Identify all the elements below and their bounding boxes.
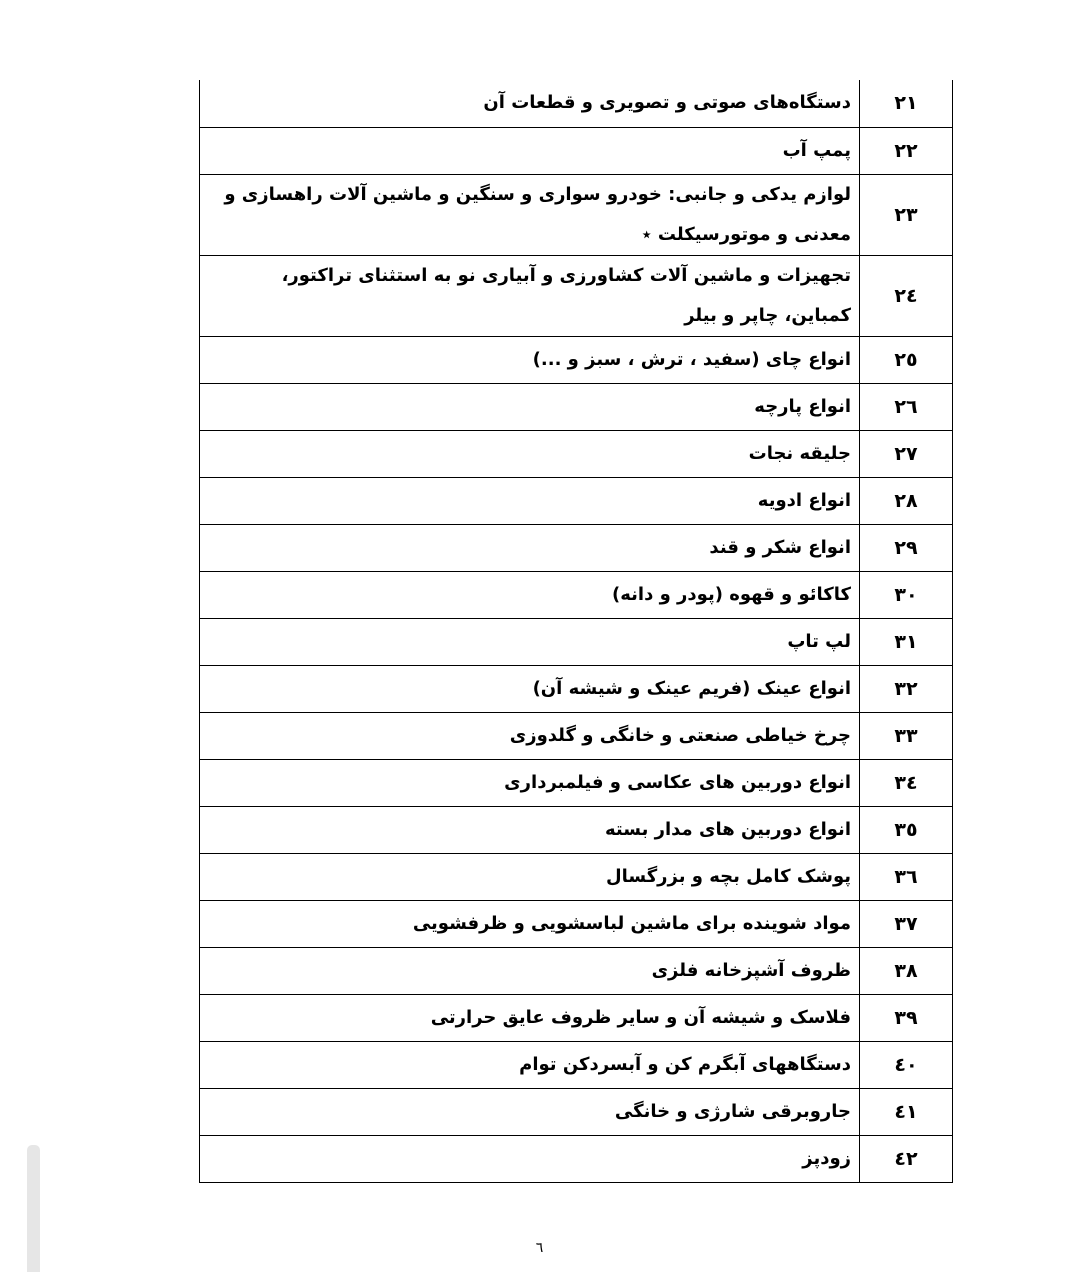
row-number: ۲٦ — [860, 383, 953, 430]
row-number: ۳۷ — [860, 900, 953, 947]
row-text: لوازم یدکی و جانبی: خودرو سواری و سنگین و ماشین آلات راهسازی و معدنی و موتورسیکلت ٭ — [200, 174, 860, 255]
row-text: چرخ خیاطی صنعتی و خانگی و گلدوزی — [200, 712, 860, 759]
row-text: انواع ادویه — [200, 477, 860, 524]
table-row — [200, 806, 953, 853]
row-text: دستگاههای آبگرم کن و آبسردکن توام — [200, 1041, 860, 1088]
row-text: کاکائو و قهوه (پودر و دانه) — [200, 571, 860, 618]
row-number: ۲۸ — [860, 477, 953, 524]
row-text: انواع عینک (فریم عینک و شیشه آن) — [200, 665, 860, 712]
row-number: ۲۲ — [860, 127, 953, 174]
table-row — [200, 759, 953, 806]
row-text: پمپ آب — [200, 127, 860, 174]
row-text: لپ تاپ — [200, 618, 860, 665]
row-number: ۳۲ — [860, 665, 953, 712]
table-row — [200, 571, 953, 618]
row-text: انواع دوربین های مدار بسته — [200, 806, 860, 853]
row-text: انواع چای (سفید ، ترش ، سبز و ...) — [200, 336, 860, 383]
row-text: جاروبرقی شارژی و خانگی — [200, 1088, 860, 1135]
table-row — [200, 665, 953, 712]
table-row — [200, 712, 953, 759]
row-number: ۲۱ — [860, 80, 953, 127]
row-text: زودپز — [200, 1135, 860, 1182]
table-row — [200, 524, 953, 571]
table-row — [200, 900, 953, 947]
row-number: ۲۷ — [860, 430, 953, 477]
table-row — [200, 255, 953, 336]
row-text: انواع دوربین های عکاسی و فیلمبرداری — [200, 759, 860, 806]
row-text: ظروف آشپزخانه فلزی — [200, 947, 860, 994]
table-row — [200, 477, 953, 524]
row-number: ۳۹ — [860, 994, 953, 1041]
row-number: ۳۸ — [860, 947, 953, 994]
row-number: ۳٥ — [860, 806, 953, 853]
table-row — [200, 174, 953, 255]
table-row — [200, 994, 953, 1041]
row-number: ۳٤ — [860, 759, 953, 806]
row-text: دستگاه‌های صوتی و تصویری و قطعات آن — [200, 80, 860, 127]
table-row — [200, 430, 953, 477]
row-text: پوشک کامل بچه و بزرگسال — [200, 853, 860, 900]
page-number: ٦ — [535, 1240, 544, 1256]
table-row — [200, 1088, 953, 1135]
row-text: فلاسک و شیشه آن و سایر ظروف عایق حرارتی — [200, 994, 860, 1041]
row-number: ۳٦ — [860, 853, 953, 900]
row-text: انواع پارچه — [200, 383, 860, 430]
row-text: تجهیزات و ماشین آلات کشاورزی و آبیاری نو به استثنای تراکتور، کمباین، چاپر و بیلر — [200, 255, 860, 336]
row-number: ۲٥ — [860, 336, 953, 383]
items-table — [199, 80, 953, 1183]
table-row — [200, 1041, 953, 1088]
row-number: ۳۳ — [860, 712, 953, 759]
table-row — [200, 853, 953, 900]
table-row — [200, 80, 953, 127]
table-row — [200, 618, 953, 665]
row-number: ۳۱ — [860, 618, 953, 665]
row-number: ٤۰ — [860, 1041, 953, 1088]
table-row — [200, 383, 953, 430]
table-row — [200, 1135, 953, 1182]
row-number: ٤۱ — [860, 1088, 953, 1135]
row-number: ۲۹ — [860, 524, 953, 571]
row-text: جلیقه نجات — [200, 430, 860, 477]
row-number: ٤۲ — [860, 1135, 953, 1182]
table-row — [200, 336, 953, 383]
table-row — [200, 947, 953, 994]
row-number: ۳۰ — [860, 571, 953, 618]
table-row — [200, 127, 953, 174]
row-number: ۲٤ — [860, 255, 953, 336]
row-text: انواع شکر و قند — [200, 524, 860, 571]
row-text: مواد شوینده برای ماشین لباسشویی و ظرفشویی — [200, 900, 860, 947]
row-number: ۲۳ — [860, 174, 953, 255]
